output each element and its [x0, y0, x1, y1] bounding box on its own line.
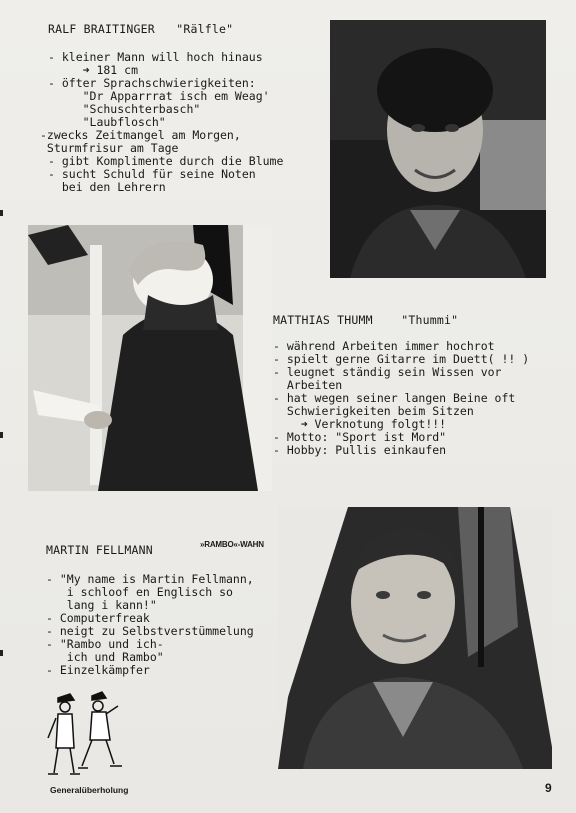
trait-line: lang i kann!" — [46, 598, 157, 612]
binding-mark — [0, 210, 3, 216]
trait-line: - Einzelkämpfer — [46, 663, 150, 677]
photo-ralf — [330, 20, 546, 278]
photo-martin — [278, 507, 552, 769]
trait-line: "Laubflosch" — [48, 115, 166, 129]
binding-mark — [0, 432, 3, 438]
profile-traits — [40, 50, 284, 194]
profile-matthias — [273, 313, 529, 457]
trait-line: - "Rambo und ich- — [46, 637, 164, 651]
footer-title: Generalüberholung — [50, 785, 129, 795]
profile-name-line — [273, 313, 529, 327]
trait-line: - Motto: "Sport ist Mord" — [273, 430, 447, 444]
trait-line: - Computerfreak — [46, 611, 150, 625]
trait-line: - "My name is Martin Fellmann, — [46, 572, 254, 586]
trait-line: - kleiner Mann will hoch hinaus — [48, 50, 263, 64]
trait-line: ➜ Verknotung folgt!!! — [273, 417, 447, 431]
profile-ralf — [40, 22, 284, 194]
trait-line: ich und Rambo" — [46, 650, 164, 664]
profile-traits — [273, 340, 529, 457]
trait-line: Sturmfrisur am Tage — [40, 141, 179, 155]
trait-line: - während Arbeiten immer hochrot — [273, 339, 495, 353]
soldiers-cartoon — [40, 688, 126, 778]
trait-line: - neigt zu Selbstverstümmelung — [46, 624, 254, 638]
trait-line: Schwierigkeiten beim Sitzen — [273, 404, 474, 418]
trait-line: bei den Lehrern — [48, 180, 166, 194]
trait-line: "Schuschterbasch" — [48, 102, 201, 116]
profile-martin — [46, 543, 254, 677]
trait-line: Arbeiten — [273, 378, 343, 392]
profile-name: MARTIN FELLMANN — [46, 543, 153, 557]
trait-line: -zwecks Zeitmangel am Morgen, — [40, 128, 241, 142]
page-number: 9 — [545, 781, 552, 795]
trait-line: - öfter Sprachschwierigkeiten: — [48, 76, 256, 90]
profile-name: MATTHIAS THUMM — [273, 313, 373, 327]
trait-line: - Hobby: Pullis einkaufen — [273, 443, 447, 457]
profile-traits — [46, 573, 254, 677]
trait-line: - hat wegen seiner langen Beine oft — [273, 391, 516, 405]
trait-line: "Dr Apparrrat isch em Weag' — [48, 89, 270, 103]
trait-line: - sucht Schuld für seine Noten — [48, 167, 256, 181]
photo-matthias — [28, 225, 272, 491]
profile-nickname: "Thummi" — [401, 313, 459, 327]
trait-line: i schloof en Englisch so — [46, 585, 233, 599]
profile-name-line — [48, 22, 283, 36]
trait-line: ➜ 181 cm — [48, 63, 139, 77]
trait-line: - leugnet ständig sein Wissen vor — [273, 365, 502, 379]
rambo-stamp: »RAMBO«-WAHN — [200, 540, 264, 549]
profile-name: RALF BRAITINGER — [48, 22, 155, 36]
trait-line: - gibt Komplimente durch die Blume — [48, 154, 284, 168]
trait-line: - spielt gerne Gitarre im Duett( !! ) — [273, 352, 530, 366]
profile-nickname: "Rälfle" — [176, 22, 234, 36]
binding-mark — [0, 650, 3, 656]
